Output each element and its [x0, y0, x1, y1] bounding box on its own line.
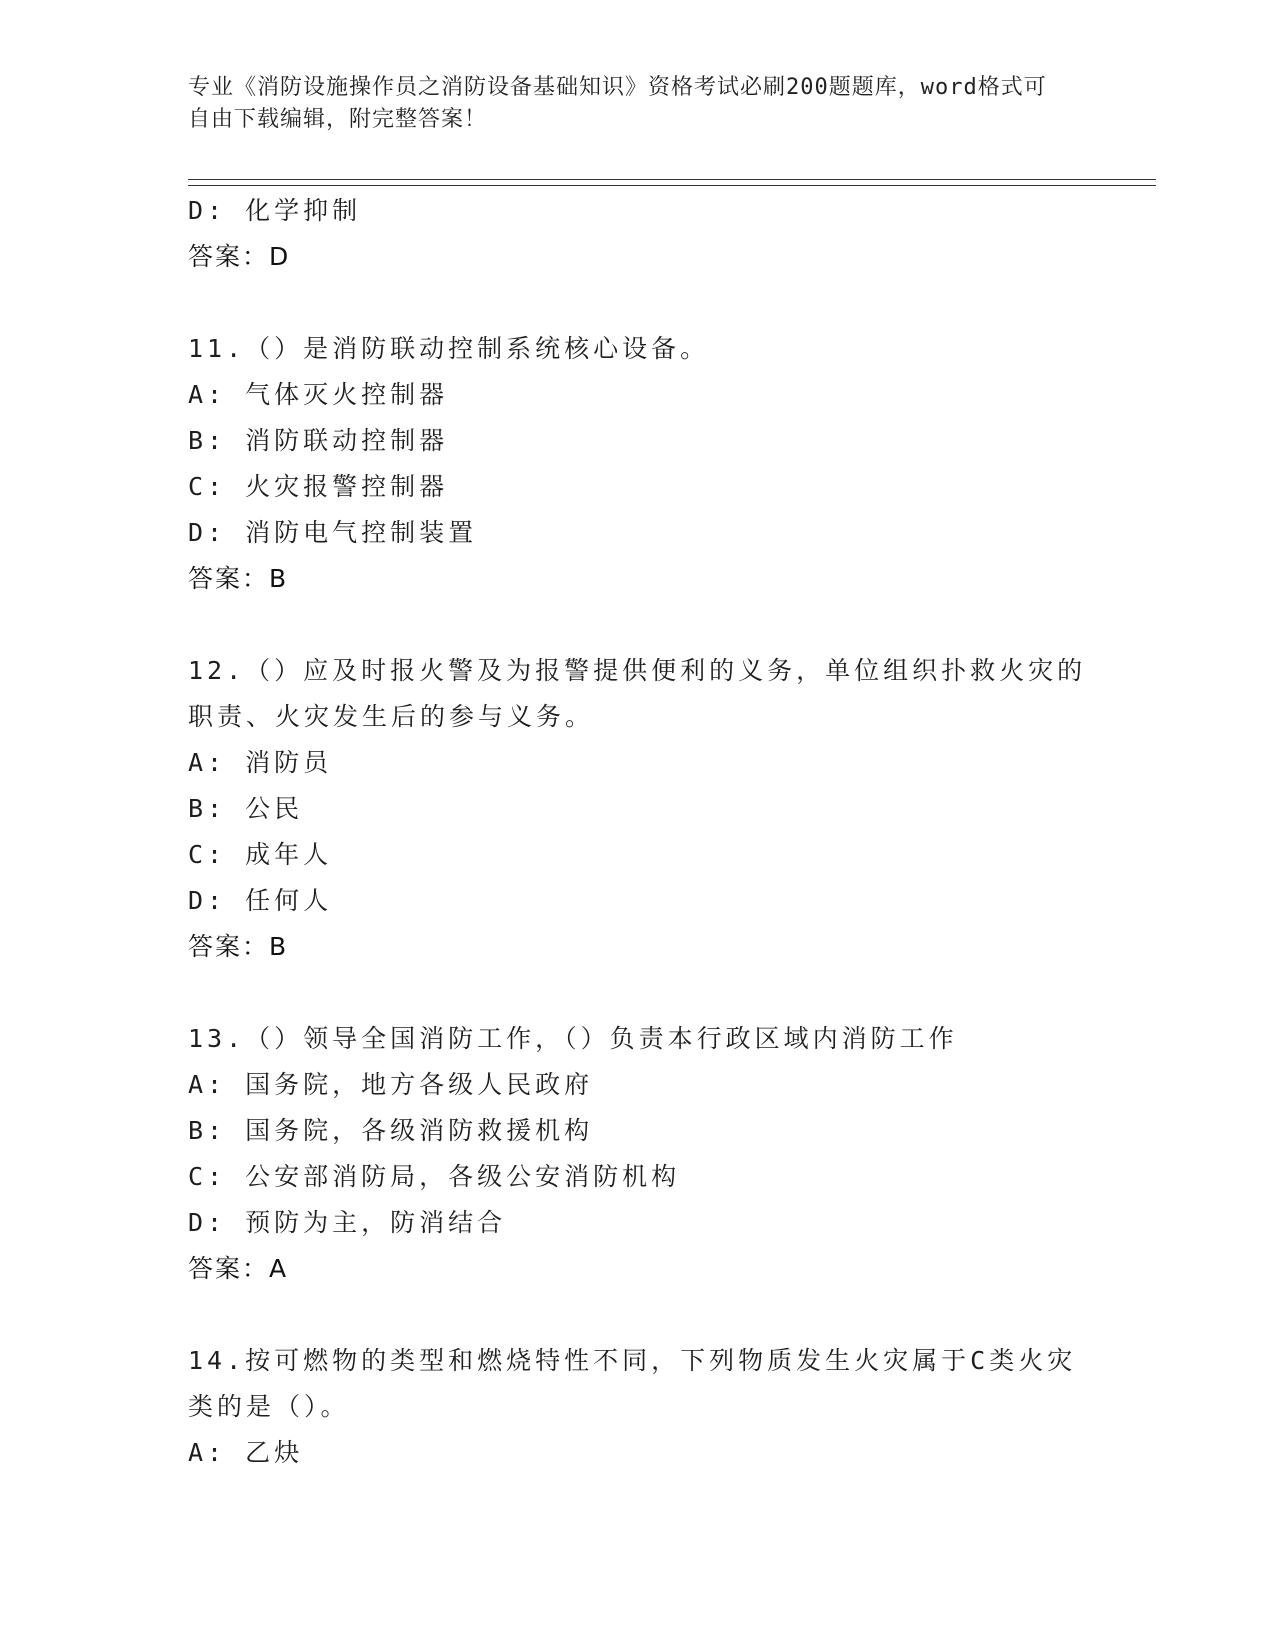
answer-line: 答案：B	[188, 932, 289, 961]
option-c: C: 火灾报警控制器	[188, 472, 449, 501]
option-d: D: 消防电气控制装置	[188, 518, 478, 547]
question-13	[188, 1016, 1088, 1292]
option-d: D: 任何人	[188, 886, 333, 915]
answer-line: 答案：D	[188, 242, 291, 271]
question-12	[188, 648, 1088, 970]
question-11	[188, 326, 1088, 602]
option-c: C: 成年人	[188, 840, 333, 869]
header-divider-bottom	[188, 185, 1156, 186]
question-stem: 14.按可燃物的类型和燃烧特性不同，下列物质发生火灾属于C类火灾类的是（）。	[188, 1346, 1077, 1421]
spacer	[188, 1292, 1088, 1338]
spacer	[188, 280, 1088, 326]
option-b: B: 消防联动控制器	[188, 426, 449, 455]
option-a: A: 国务院，地方各级人民政府	[188, 1070, 594, 1099]
option-d: D: 预防为主，防消结合	[188, 1208, 507, 1237]
question-list	[188, 188, 1088, 1476]
header-divider-top	[188, 179, 1156, 180]
spacer	[188, 602, 1088, 648]
question-14	[188, 1338, 1088, 1476]
option-a: A: 消防员	[188, 748, 333, 777]
answer-line: 答案：B	[188, 564, 289, 593]
document-header	[188, 72, 1068, 136]
question-stem: 13.（）领导全国消防工作，（）负责本行政区域内消防工作	[188, 1024, 958, 1053]
option-a: A: 气体灭火控制器	[188, 380, 449, 409]
answer-line: 答案：A	[188, 1254, 289, 1283]
option-a: A: 乙炔	[188, 1438, 304, 1467]
option-b: B: 公民	[188, 794, 304, 823]
option-d: D: 化学抑制	[188, 196, 362, 225]
question-stem: 12.（）应及时报火警及为报警提供便利的义务，单位组织扑救火灾的职责、火灾发生后的参与义务。	[188, 656, 1087, 731]
document-title: 专业《消防设施操作员之消防设备基础知识》资格考试必刷200题题库，word格式可自由下载编辑，附完整答案！	[188, 75, 1047, 132]
question-stem: 11.（）是消防联动控制系统核心设备。	[188, 334, 710, 363]
spacer	[188, 970, 1088, 1016]
option-c: C: 公安部消防局，各级公安消防机构	[188, 1162, 681, 1191]
option-b: B: 国务院，各级消防救援机构	[188, 1116, 594, 1145]
